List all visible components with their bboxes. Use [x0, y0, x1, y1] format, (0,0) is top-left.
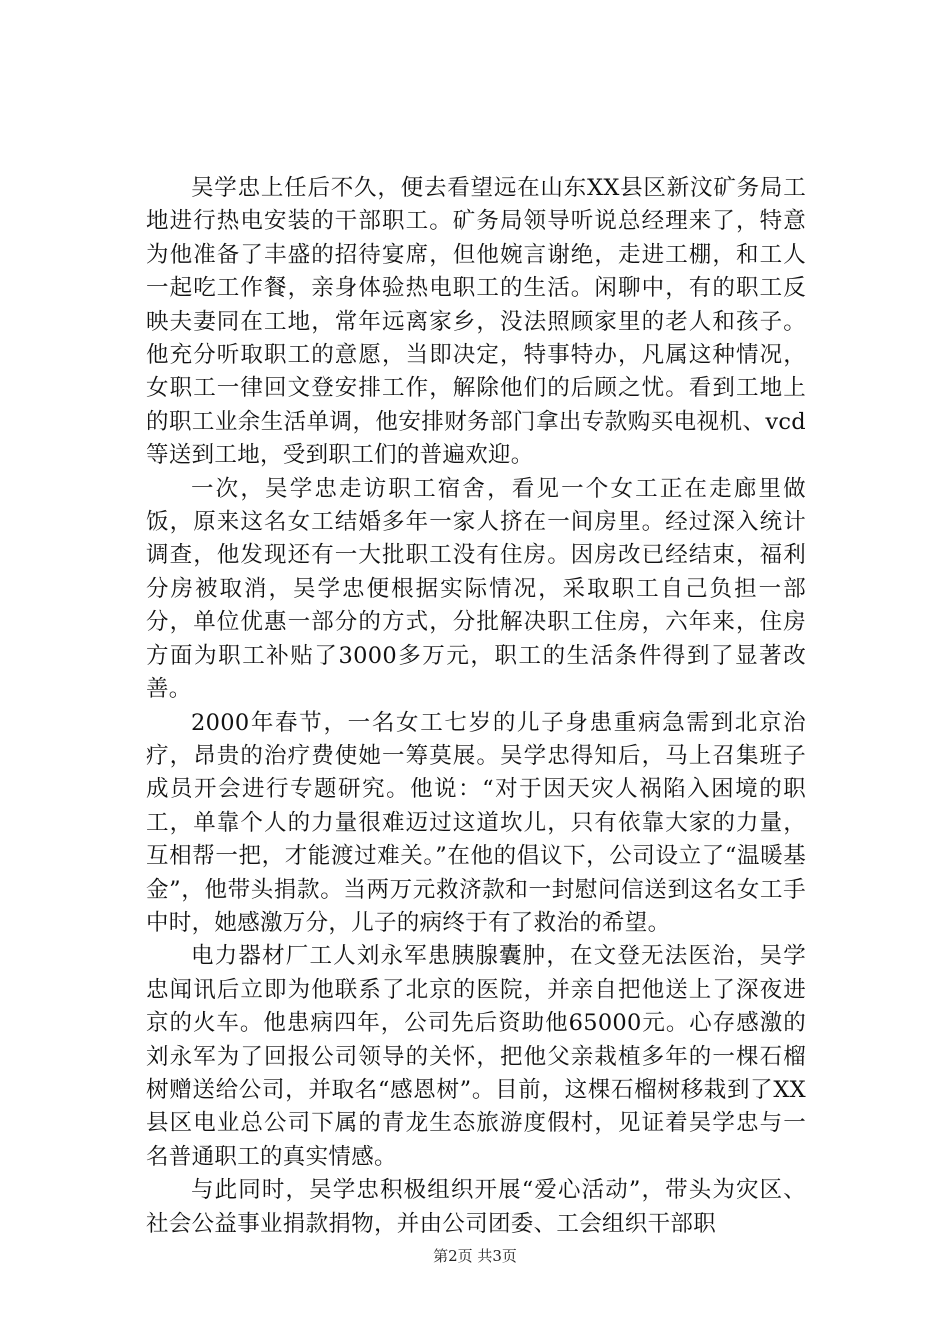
- paragraph-1: 吴学忠上任后不久，便去看望远在山东XX县区新汶矿务局工地进行热电安装的干部职工。矿务局领导听说总经理来了，特意为他准备了丰盛的招待宴席，但他婉言谢绝，走进工棚，和工人一起吃工作餐，亲身体验热电职工的生活。闲聊中，有的职工反映夫妻同在工地，常年远离家乡，没法照顾家里的老人和孩子。他充分听取职工的意愿，当即决定，特事特办，凡属这种情况，女职工一律回文登安排工作，解除他们的后顾之忧。看到工地上的职工业余生活单调，他安排财务部门拿出专款购买电视机、vcd等送到工地，受到职工们的普遍欢迎。: [146, 175, 806, 469]
- paragraph-3: 2000年春节，一名女工七岁的儿子身患重病急需到北京治疗，昂贵的治疗费使她一筹莫展。吴学忠得知后，马上召集班子成员开会进行专题研究。他说：“对于因天灾人祸陷入困境的职工，单靠个人的力量很难迈过这道坎儿，只有依靠大家的力量，互相帮一把，才能渡过难关。”在他的倡议下，公司设立了“温暖基金”，他带头捐款。当两万元救济款和一封慰问信送到这名女工手中时，她感激万分，儿子的病终于有了救治的希望。: [146, 709, 806, 936]
- paragraph-4: 电力器材厂工人刘永军患胰腺囊肿，在文登无法医治，吴学忠闻讯后立即为他联系了北京的医院，并亲自把他送上了深夜进京的火车。他患病四年，公司先后资助他65000元。心存感激的刘永军为了回报公司领导的关怀，把他父亲栽植多年的一棵石榴树赠送给公司，并取名“感恩树”。目前，这棵石榴树移栽到了XX县区电业总公司下属的青龙生态旅游度假村，见证着吴学忠与一名普通职工的真实情感。: [146, 943, 806, 1170]
- document-body: [146, 172, 806, 1241]
- page-footer: 第2页 共3页: [433, 1247, 517, 1265]
- paragraph-2: 一次，吴学忠走访职工宿舍，看见一个女工正在走廊里做饭，原来这名女工结婚多年一家人挤在一间房里。经过深入统计调查，他发现还有一大批职工没有住房。因房改已经结束，福利分房被取消，吴学忠便根据实际情况，采取职工自己负担一部分，单位优惠一部分的方式，分批解决职工住房，六年来，住房方面为职工补贴了3000多万元，职工的生活条件得到了显著改善。: [146, 475, 806, 703]
- paragraph-5: 与此同时，吴学忠积极组织开展“爱心活动”，带头为灾区、社会公益事业捐款捐物，并由公司团委、工会组织干部职: [146, 1177, 806, 1237]
